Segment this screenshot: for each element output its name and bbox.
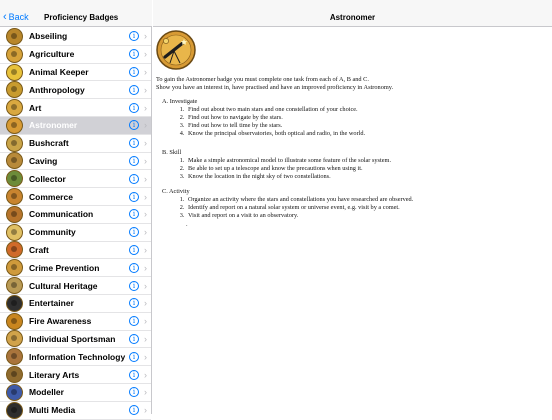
- list-item[interactable]: [0, 348, 151, 366]
- badge-thumbnail-icon: [6, 135, 23, 152]
- task-item: 1. Organize an activity where the stars and constellations you have researched are observed.: [186, 196, 413, 204]
- chevron-right-icon: ›: [144, 351, 147, 362]
- chevron-left-icon: ‹: [3, 10, 7, 23]
- badge-thumbnail-icon: [6, 152, 23, 169]
- badge-thumbnail-icon: [6, 117, 23, 134]
- section-heading: A. Investigate: [162, 98, 198, 105]
- task-item: 3. Know the location in the night sky of two constellations.: [186, 173, 391, 181]
- list-item[interactable]: [0, 295, 151, 313]
- chevron-right-icon: ›: [144, 316, 147, 327]
- list-item-label: Multi Media: [29, 405, 76, 416]
- badge-thumbnail-icon: [6, 206, 23, 223]
- chevron-right-icon: ›: [144, 84, 147, 95]
- chevron-right-icon: ›: [144, 31, 147, 42]
- back-button-label: Back: [8, 12, 29, 22]
- info-icon[interactable]: i: [129, 49, 139, 59]
- task-list: [186, 157, 391, 181]
- info-icon[interactable]: i: [129, 31, 139, 41]
- chevron-right-icon: ›: [144, 280, 147, 291]
- list-item[interactable]: [0, 64, 151, 82]
- list-item[interactable]: [0, 277, 151, 295]
- chevron-right-icon: ›: [144, 227, 147, 238]
- list-item-label: Abseiling: [29, 31, 68, 42]
- info-icon[interactable]: i: [129, 174, 139, 184]
- list-item[interactable]: [0, 313, 151, 331]
- info-icon[interactable]: i: [129, 298, 139, 308]
- badge-thumbnail-icon: [6, 46, 23, 63]
- info-icon[interactable]: i: [129, 387, 139, 397]
- badge-thumbnail-icon: [6, 330, 23, 347]
- task-section: [162, 98, 365, 138]
- badge-thumbnail-icon: [6, 99, 23, 116]
- detail-navbar: [153, 0, 552, 27]
- list-item[interactable]: [0, 117, 151, 135]
- list-item-label: Crime Prevention: [29, 262, 100, 273]
- list-item-label: Commerce: [29, 191, 73, 202]
- chevron-right-icon: ›: [144, 66, 147, 77]
- badge-thumbnail-icon: [6, 81, 23, 98]
- list-item-label: Collector: [29, 173, 66, 184]
- section-heading: B. Skill: [162, 149, 182, 156]
- task-list: [186, 196, 413, 220]
- task-item: 2. Identify and report on a natural solar system or universe event, e.g. visit by a comet.: [186, 204, 413, 212]
- chevron-right-icon: ›: [144, 120, 147, 131]
- list-item-label: Fire Awareness: [29, 316, 92, 327]
- chevron-right-icon: ›: [144, 405, 147, 416]
- info-icon[interactable]: i: [129, 156, 139, 166]
- trailing-text: .: [186, 221, 188, 228]
- badge-thumbnail-icon: [6, 313, 23, 330]
- list-item[interactable]: [0, 242, 151, 260]
- list-item[interactable]: [0, 170, 151, 188]
- info-icon[interactable]: i: [129, 103, 139, 113]
- badge-thumbnail-icon: [6, 402, 23, 419]
- badge-thumbnail-icon: [6, 366, 23, 383]
- chevron-right-icon: ›: [144, 333, 147, 344]
- info-icon[interactable]: i: [129, 370, 139, 380]
- list-item[interactable]: [0, 46, 151, 64]
- list-item-label: Caving: [29, 155, 58, 166]
- list-item-label: Literary Arts: [29, 369, 80, 380]
- list-item-label: Individual Sportsman: [29, 333, 116, 344]
- list-item[interactable]: [0, 188, 151, 206]
- list-item-label: Agriculture: [29, 49, 75, 60]
- intro-line-1: To gain the Astronomer badge you must complete one task from each of A, B and C.: [156, 76, 369, 83]
- badge-thumbnail-icon: [6, 188, 23, 205]
- badge-thumbnail-icon: [6, 259, 23, 276]
- list-item[interactable]: [0, 224, 151, 242]
- list-item-label: Anthropology: [29, 84, 85, 95]
- info-icon[interactable]: i: [129, 352, 139, 362]
- list-item[interactable]: [0, 81, 151, 99]
- list-item-label: Communication: [29, 209, 94, 220]
- badge-thumbnail-icon: [6, 241, 23, 258]
- task-item: 1. Make a simple astronomical model to illustrate some feature of the solar system.: [186, 157, 391, 165]
- list-item[interactable]: [0, 153, 151, 171]
- master-navbar: [0, 0, 152, 27]
- info-icon[interactable]: i: [129, 138, 139, 148]
- task-item: 2. Be able to set up a telescope and know the precautions when using it.: [186, 165, 391, 173]
- astronomer-badge-icon: [156, 30, 196, 70]
- info-icon[interactable]: i: [129, 334, 139, 344]
- info-icon[interactable]: i: [129, 227, 139, 237]
- master-pane: [0, 0, 152, 414]
- task-item: 2. Find out how to navigate by the stars.: [186, 114, 365, 122]
- info-icon[interactable]: i: [129, 316, 139, 326]
- chevron-right-icon: ›: [144, 191, 147, 202]
- section-heading: C. Activity: [162, 188, 190, 195]
- info-icon[interactable]: i: [129, 85, 139, 95]
- list-item-label: Entertainer: [29, 298, 74, 309]
- badge-thumbnail-icon: [6, 224, 23, 241]
- chevron-right-icon: ›: [144, 102, 147, 113]
- badge-thumbnail-icon: [6, 28, 23, 45]
- task-item: 3. Find out how to tell time by the stars.: [186, 122, 365, 130]
- info-icon[interactable]: i: [129, 67, 139, 77]
- task-section: [162, 188, 413, 220]
- chevron-right-icon: ›: [144, 155, 147, 166]
- chevron-right-icon: ›: [144, 138, 147, 149]
- info-icon[interactable]: i: [129, 405, 139, 415]
- info-icon[interactable]: i: [129, 263, 139, 273]
- list-item-label: Astronomer: [29, 120, 78, 131]
- list-item-label: Cultural Heritage: [29, 280, 98, 291]
- badge-thumbnail-icon: [6, 384, 23, 401]
- chevron-right-icon: ›: [144, 298, 147, 309]
- list-item[interactable]: [0, 135, 151, 153]
- badge-thumbnail-icon: [6, 170, 23, 187]
- chevron-right-icon: ›: [144, 173, 147, 184]
- list-item[interactable]: [0, 384, 151, 402]
- info-icon[interactable]: i: [129, 120, 139, 130]
- task-item: 3. Visit and report on a visit to an observatory.: [186, 212, 413, 220]
- badge-thumbnail-icon: [6, 348, 23, 365]
- list-item[interactable]: [0, 331, 151, 349]
- list-item[interactable]: [0, 99, 151, 117]
- badge-thumbnail-icon: [6, 277, 23, 294]
- info-icon[interactable]: i: [129, 209, 139, 219]
- intro-line-2: Show you have an interest in, have practised and have an improved proficiency in Astronomy.: [156, 84, 394, 91]
- task-item: 4. Know the principal observatories, both optical and radio, in the world.: [186, 130, 365, 138]
- chevron-right-icon: ›: [144, 369, 147, 380]
- list-item[interactable]: [0, 366, 151, 384]
- list-item[interactable]: [0, 259, 151, 277]
- intro-text: [156, 76, 393, 92]
- list-item-label: Bushcraft: [29, 138, 69, 149]
- list-item-label: Modeller: [29, 387, 64, 398]
- detail-title: Astronomer: [329, 13, 376, 22]
- list-item-label: Community: [29, 227, 76, 238]
- badge-list[interactable]: [0, 28, 151, 420]
- chevron-right-icon: ›: [144, 244, 147, 255]
- badge-thumbnail-icon: [6, 64, 23, 81]
- chevron-right-icon: ›: [144, 387, 147, 398]
- list-item-label: Craft: [29, 244, 49, 255]
- list-item[interactable]: [0, 402, 151, 420]
- list-item-label: Information Technology: [29, 351, 126, 362]
- back-button[interactable]: [3, 12, 29, 22]
- chevron-right-icon: ›: [144, 262, 147, 273]
- info-icon[interactable]: i: [129, 245, 139, 255]
- master-title: Proficiency Badges: [44, 13, 119, 22]
- list-item[interactable]: [0, 206, 151, 224]
- info-icon[interactable]: i: [129, 281, 139, 291]
- chevron-right-icon: ›: [144, 209, 147, 220]
- badge-thumbnail-icon: [6, 295, 23, 312]
- task-list: [186, 106, 365, 138]
- info-icon[interactable]: i: [129, 192, 139, 202]
- list-item-label: Art: [29, 102, 42, 113]
- chevron-right-icon: ›: [144, 49, 147, 60]
- task-section: [162, 149, 391, 181]
- list-item-label: Animal Keeper: [29, 66, 89, 77]
- list-item[interactable]: [0, 28, 151, 46]
- task-item: 1. Find out about two main stars and one constellation of your choice.: [186, 106, 365, 114]
